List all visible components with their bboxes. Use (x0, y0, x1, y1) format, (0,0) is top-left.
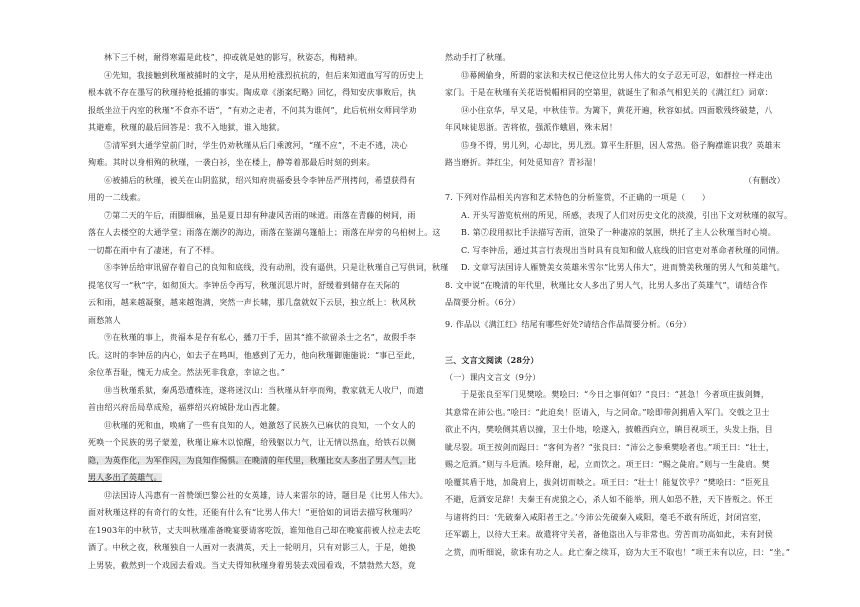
text-line: 一切都在雨中有了凄迷，有了不样。 (88, 246, 220, 255)
text-line: 还军霸上，以待大王来。故遣将守关者，备他盗出入与非常也。劳苦而功高如此，未有封侯 (445, 530, 773, 539)
highlighted-line: 男人多出了英雄气。 (88, 473, 162, 482)
option-b: B. 第⑦段用拟比手法描写苦雨，渲染了一种凄凉的氛围，烘托了主人公秋瑾当时心境。 (461, 228, 776, 237)
text-line: 欲止不内，樊哙侧其盾以撞，卫士仆地，哙遂入，披帷西向立，瞋目视项王，头发上指，目 (445, 425, 773, 434)
option-c: C. 写李钟岳，通过其言行表现出当时具有良知和做人底线的旧官吏对革命者秋瑾的同情。 (461, 246, 785, 255)
text-line: 面对秋瑾这样的有奇行的女性，还能有什么有“比男人伟大！”更恰如的词语去描写秋瑾吗？ (88, 508, 417, 517)
text-line: 余位革吾耻，愧无力成全。然法死非我意，幸谅之也。” (88, 368, 286, 377)
text-line: 氏。这时的李钟岳的内心，如去子在鸣叫，他感到了无力，他向秋瑾御施施说：“事已至此， (88, 351, 421, 360)
text-line: 路当磨折。莽红尘，何处觅知音？青衫湿！ (445, 158, 601, 167)
source-note: （有删改） (744, 176, 785, 185)
text-line: 其避难，秋瑾的最后回答是：我不入地狱，谁入地狱。 (88, 123, 285, 132)
text-line: 眦尽裂。项王按剑而跽曰：“客何为者？”张良曰：“沛公之参乘樊哙者也。”项王曰：“壮士， (445, 443, 775, 452)
text-line: 哙覆其盾于地，加彘肩上，拔剑切而啖之。项王曰：“壮士！能复饮乎？”樊哙曰：“臣死且 (445, 478, 770, 487)
text-line: 用的一二线索。 (88, 193, 146, 202)
question-7: 7. 下列对作品相关内容和艺术特色的分析鉴赏，不正确的一项是（ ） (445, 193, 710, 202)
text-line: 报纸坐泣于内室的秋瑾“不食亦不语”，“有劝之走者，不问其为谁何”，此后杭州女师同学劝 (88, 106, 417, 115)
option-d: D. 文章写法国诗人雁赞美女英雄米雪尔“比男人伟大”，进而赞美秋瑾的男人气和英雄气。 (461, 263, 785, 272)
text-line: 赐之卮酒。”则与斗卮酒。哙拜谢，起，立而饮之。项王曰：“赐之彘肩。”则与一生彘肩。樊 (445, 460, 770, 469)
text-line: 在1903年的中秋节，丈夫叫秋瑾准备晚宴要请客吃饭，谁知他自己却在晚宴前被人拉走去吃 (88, 526, 421, 535)
text-line: ⑩当秋瑾系狱，秦禹恐遭株连，遂将迷汉山：当秋瑾从轩亭而殉，教家就无人收尸，而遗 (104, 386, 424, 395)
text-line: ⑨在秋瑾的事上，贵福本是存有私心，播刀于手，固其“推不欲留杀士之名”，故假手李 (104, 333, 416, 342)
text-line: 家门。于是在秋瑾有关花语悦帽相同的空第里，就诞生了和杀气相犯关的《满江红》词章： (445, 88, 773, 97)
text-line: ④先知，我接触到秋瑾被捕时的文字，是从用枪涨烈抗抗的，但后来知道血写写的历史上 (104, 71, 424, 80)
text-line: 然动手打了秋瑾。 (445, 53, 511, 62)
text-line: ⑥被捕后的秋瑾，被关在山阴监狱，绍兴知府贵福委县令李钟岳严刑拷问，希望获得有 (104, 176, 416, 185)
subsection-heading: （一）课内文言文（9分） (445, 373, 541, 382)
text-line: 酒了。中秋之夜，秋瑾独自一人画对一表满英，天上一轮明月，只有对影三人，于是，她换 (88, 543, 416, 552)
text-line: ⑫法国诗人冯惠有一首赞颂巴黎公社的女英雄，诗人来雷尔的诗，题目是《比男人伟大》。 (104, 491, 428, 500)
text-line: 云和雨，越来越凝聚，越来越饱满，突然一声长啸，那几盘就奴下云层，独立纸上：秋风秋 (88, 298, 416, 307)
text-line: ⑮身不得，男儿列，心却比，男儿烈。算平生肝胆，因人常热。俗子胸襟谁识我？英雄末 (461, 141, 781, 150)
text-line: ⑪秋瑾的死和血，唤痛了一些有良知的人，她激怒了民族久已麻伏的良知，一个女人的 (104, 421, 416, 430)
text-line: 根本就不存在墨写的秋瑾持枪抵捕的事实。陶成章《浙案纪略》回忆，得知安庆事败后，执 (88, 88, 416, 97)
text-line: 林下三千树，耐得寒霜是此枝”，抑或就是她的影写，秋姿态，梅精神。 (104, 53, 363, 62)
text-line: 落在人去楼空的大通学堂；雨落在潮汐的海边，雨落在鉴湖乌篷船上；雨落在岸旁的乌桕树上。这 (88, 228, 441, 237)
text-line: 于是张良至军门见樊哙。樊哙曰：“今日之事何如？”良曰：“甚急！今者项庄拔剑舞， (461, 390, 770, 399)
text-line: 首由绍兴府岳局草成殓，福葬绍兴府城卧龙山西北麓。 (88, 403, 285, 412)
text-line: ⑬幕阙偷身，所谓的家法和夫权已使这位比男人伟大的女子忍无可忍，如群拉一样走出 (461, 71, 773, 80)
text-line: 雨愁煞人 (88, 316, 121, 325)
option-a: A. 开头写游览杭州的所见，所感，表现了人们对历史文化的淡漠，引出下文对秋瑾的叙写。 (461, 211, 793, 220)
text-line: 其意常在沛公也。”哙曰：“此迫矣！臣请入，与之同命。”哙即带剑拥盾入军门。交戟之卫士 (445, 408, 770, 417)
text-line: 上男装，截然到一个戏园去看戏。当丈夫得知秋瑾身着男装去戏园看戏，不禁勃然大怒，竟 (88, 561, 416, 570)
text-line: ⑭小住京华，早又是，中秋佳节。为篱下，黄花开遍，秋容如拭。四面歌残终破楚，八 (461, 106, 773, 115)
text-line: 之赏，而听细说，欲诛有功之人。此亡秦之续耳，窃为大王不取也！”项王未有以应，曰：“坐。” (445, 548, 791, 557)
text-line: ⑧李钟岳给审讯留存着自己的良知和底线，没有动刑，没有逼供，只是让秋瑾自己写供词，秋瑾 (104, 263, 449, 272)
text-line: 与诸将约曰：‘先破秦入咸阳者王之。’今沛公先破秦入咸阳，毫毛不敢有所近，封闭宫室， (445, 513, 767, 522)
text-line: 殉难。其时以身相殉的秋瑾，一袭白衫，坐在楼上，静等着那最后时刻的到来。 (88, 158, 375, 167)
text-line: 提笔仅写一“秋”字，如彻顶大。李钟岳令再写，秋瑾沉思片时，舒缓着到储存在天际的 (88, 281, 400, 290)
question-9: 9. 作品以《满江红》结尾有哪些好处?请结合作品简要分析。（6分） (445, 320, 692, 329)
text-line: ⑦第二天的午后，雨脚细麻，虽是夏日却有种凄风苦雨的味道。雨落在青藤的树间，雨 (104, 211, 416, 220)
text-line: 不避，卮酒安足辞！夫秦王有虎狼之心，杀人如不能举，刑人如恐不胜，天下皆叛之。怀王 (445, 495, 773, 504)
text-line: 死唤一个民族的男子蒙羞，秋瑾让麻木以惊醒，给残躯以力气，让无情以热血，给铁石以侧 (88, 438, 416, 447)
highlighted-line: 隐，为英作化，为军作闪，为良知作惕惧。在晚清的年代里，秋瑾比女人多出了男人气，比 (88, 456, 416, 465)
text-line: ⑤清军到大通学堂前门时，学生仍劝秋瑾从后门乘渡河，“瑾不应”，不走不逃，决心 (104, 141, 408, 150)
section-heading: 三、文言文阅读（28分） (445, 355, 539, 365)
question-8-cont: 品简要分析。（6分） (445, 298, 521, 307)
text-line: 年风味徒思浙。苦将侬，强派作蛾眉，殊未屑！ (445, 123, 618, 132)
question-8: 8. 文中说“在晚清的年代里，秋瑾比女人多出了男人气，比男人多出了英雄气”，请结合作 (445, 281, 768, 290)
